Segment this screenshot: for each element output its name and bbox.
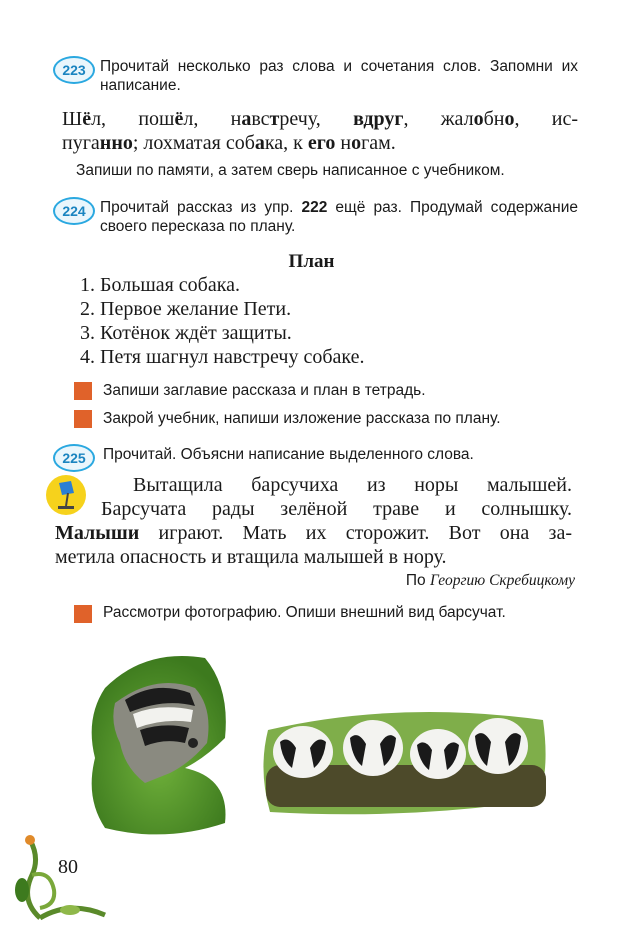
word-part: , ис-	[514, 108, 578, 130]
cub-3	[410, 729, 466, 779]
cub-4	[468, 718, 528, 774]
word-bold-part: о	[473, 108, 484, 130]
story-author	[406, 572, 575, 590]
word-bold-part: вдруг	[353, 108, 404, 130]
word-bold-part: о	[351, 132, 362, 154]
task-text: Запиши заглавие рассказа и план в тетрадь.	[103, 382, 426, 399]
exercise-number: 223	[62, 62, 86, 78]
word-list	[62, 107, 578, 155]
task-square-icon	[74, 410, 92, 428]
task-text: Закрой учебник, напиши изложение рассказа по плану.	[103, 410, 501, 427]
badger-cubs-photo	[258, 690, 550, 824]
exercise-instruction	[100, 198, 578, 236]
word-bold-part: о	[504, 108, 515, 130]
story-line	[55, 521, 572, 545]
task-square-icon	[74, 382, 92, 400]
word-part: л, пош	[91, 108, 175, 130]
instruction-text: ещё раз. Продумай содержание своего пересказа по плану.	[100, 199, 578, 235]
word-part: , жал	[403, 108, 474, 130]
plan-title: План	[288, 251, 335, 272]
task-text: Рассмотри фотографию. Опиши внешний вид барсучат.	[103, 604, 506, 621]
word-part: ка, к	[264, 132, 308, 154]
plan-item: 4. Петя шагнул навстречу собаке.	[80, 346, 365, 368]
word-part: пуга	[62, 132, 100, 154]
word-part: ; лохматая соб	[132, 132, 255, 154]
exercise-note: Запиши по памяти, а затем сверь написанное с учебником.	[76, 162, 505, 179]
instruction-text: Прочитай рассказ из упр.	[100, 199, 302, 216]
word-part: речу,	[279, 108, 354, 130]
story-line: метила опасность и втащила малышей в нору.	[55, 546, 447, 568]
exercise-instruction: Прочитай. Объясни написание выделенного слова.	[103, 446, 474, 463]
word-bold-part: ё	[174, 108, 184, 130]
word-line-2	[62, 131, 578, 155]
author-name: Георгию Скребицкому	[429, 572, 575, 589]
story-line: Барсучата рады зелёной траве и солнышку.	[101, 498, 572, 520]
story-line: Вытащила барсучиха из норы малышей.	[133, 474, 572, 496]
task-square-icon	[74, 605, 92, 623]
cub-2	[343, 720, 403, 776]
word-part: н	[335, 132, 352, 154]
word-line-1	[62, 107, 578, 131]
word-bold-part: а	[254, 132, 265, 154]
word-part: Ш	[62, 108, 83, 130]
exercise-number-badge	[53, 444, 95, 472]
cub-1	[273, 726, 333, 778]
word-bold-part: его	[307, 132, 336, 154]
exercise-reference: 222	[301, 199, 328, 216]
author-prefix: По	[405, 572, 430, 589]
exercise-instruction: Прочитай несколько раз слова и сочетания слов. Запомни их написание.	[100, 58, 578, 94]
word-part: бн	[483, 108, 505, 130]
plan-item: 1. Большая собака.	[80, 274, 241, 296]
plan-item: 2. Первое желание Пети.	[80, 298, 292, 320]
word-bold-part: а	[241, 108, 252, 130]
word-part: л, н	[183, 108, 242, 130]
exercise-number-badge	[53, 197, 95, 225]
plan-item: 3. Котёнок ждёт защиты.	[80, 322, 292, 344]
badger-photo-adult	[85, 648, 233, 838]
story-text-rest: играют. Мать их сторожит. Вот она за-	[139, 522, 572, 544]
word-bold-part: нно	[99, 132, 133, 154]
exercise-number-badge	[53, 56, 95, 84]
exercise-number: 225	[62, 450, 86, 466]
word-bold-part: ё	[82, 108, 92, 130]
exercise-number: 224	[62, 203, 86, 219]
word-part: гам.	[361, 132, 396, 154]
story-text	[55, 473, 572, 569]
word-part: вс	[251, 108, 270, 130]
word-bold-part: т	[269, 108, 280, 130]
highlighted-word: Малыши	[55, 522, 140, 544]
page-number: 80	[58, 856, 78, 878]
